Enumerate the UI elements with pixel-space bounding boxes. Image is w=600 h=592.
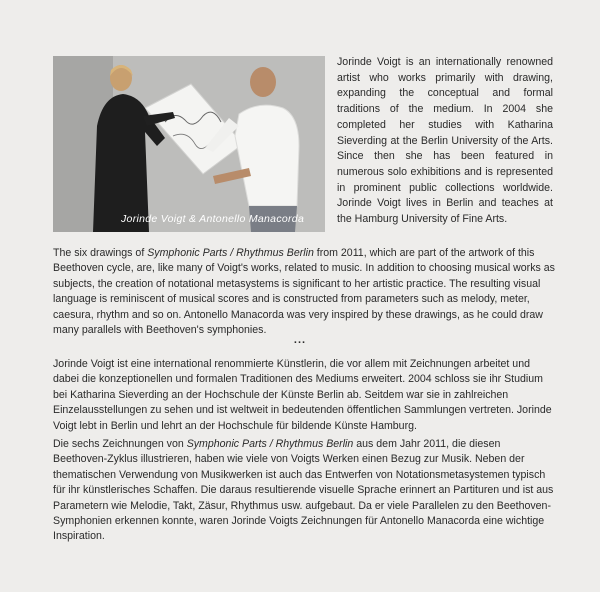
english-p2-text-before: The six drawings of xyxy=(53,247,148,259)
german-p2-text-after: aus dem Jahr 2011, die diesen Beethoven-Zyklus illustrieren, haben wie viele von Voigts Werken einen Bezug zur Musik. Neben der thematischen Verwendung von Musikwerken ist auch das Entwerfen von Notationsmetasystemen typisch für ihr künstlerisches Schaffen. Die daraus resultierende visuelle Sprache erinnert an Partituren und ist aus Parametern wie Melodie, Takt, Zäsur, Rhythmus usw. aufgebaut. Da er viele Parallelen zu den Beethoven-Symphonien erkennen konnte, waren Jorinde Voigts Zeichnungen für Antonello Manacorda eine wichtige Inspiration. xyxy=(53,438,554,543)
photo-caption: Jorinde Voigt & Antonello Manacorda xyxy=(121,213,305,225)
german-p2-text-before: Die sechs Zeichnungen von xyxy=(53,438,187,450)
english-p2-text-after: from 2011, which are part of the artwork of this Beethoven cycle, are, like many of Voigt's works, related to music. In addition to choosing musical works as subjects, the creation of notational metasystems is significant to her artistic practice. The resulting visual language is reminiscent of musical scores and is constructed from parameters such as melody, meter, caesura, rhythm and so on. Antonello Manacorda was very inspired by these drawings, as he could draw many parallels with Beethoven's symphonies. xyxy=(53,247,555,337)
artist-photo xyxy=(53,56,325,232)
german-paragraph-2 xyxy=(53,437,555,545)
german-paragraph-1: Jorinde Voigt ist eine international renommierte Künstlerin, die vor allem mit Zeichnungen arbeitet und dabei die konzeptionellen und formalen Traditionen des Mediums erweitert. 2004 schloss sie ihr Studium bei Katharina Sieverding an der Hochschule der Künste Berlin ab. Seitdem war sie in zahlreichen Einzelausstellungen zu sehen und ist weltweit in bedeutenden öffentlichen Sammlungen vertreten. Jorinde Voigt lebt in Berlin und lehrt an der Hochschule für bildende Künste Hamburg. xyxy=(53,358,552,432)
photo-illustration xyxy=(53,56,325,232)
section-separator: ... xyxy=(293,334,307,346)
english-paragraph-2 xyxy=(53,246,555,338)
english-p2-work-title: Symphonic Parts / Rhythmus Berlin xyxy=(147,247,314,259)
english-intro-paragraph: Jorinde Voigt is an internationally renowned artist who works primarily with drawing, expanding the conceptual and formal traditions of the medium. In 2004 she completed her studies with Katharina Sieverding at the Berlin University of the Arts. Since then she has been featured in numerous solo exhibitions and is represented in prominent public collections worldwide. Jorinde Voigt lives in Berlin and teaches at the Hamburg University of Fine Arts. xyxy=(337,56,553,226)
german-p2-work-title: Symphonic Parts / Rhythmus Berlin xyxy=(186,438,354,450)
